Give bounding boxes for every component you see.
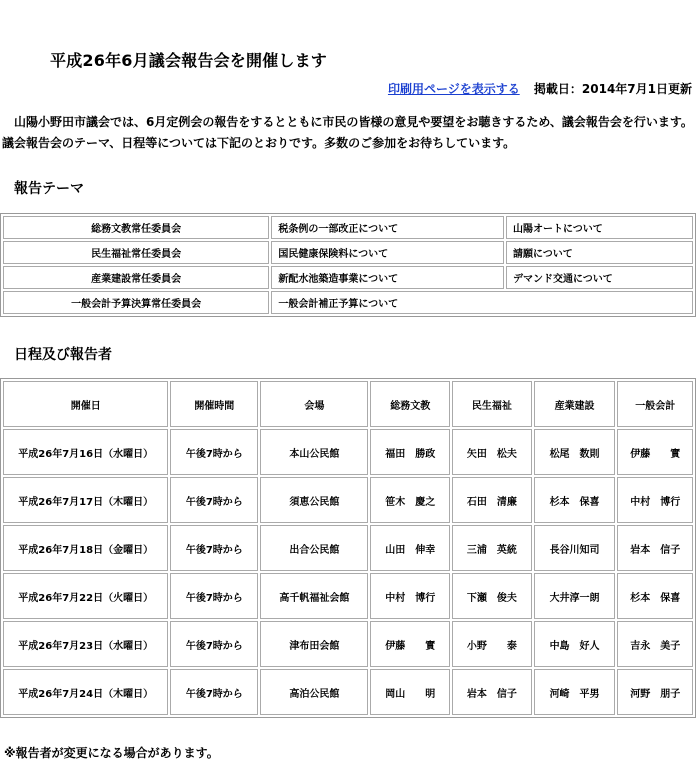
schedule-cell: 岡山 明 [370, 669, 450, 715]
schedule-cell: 中村 博行 [370, 573, 450, 619]
schedule-cell: 岩本 信子 [617, 525, 693, 571]
posted-date: 掲載日：2014年7月1日更新 [533, 82, 692, 96]
schedule-row [3, 477, 693, 523]
schedule-cell: 午後7時から [170, 621, 258, 667]
schedule-header-cell: 一般会計 [617, 381, 693, 427]
theme-topic-cell: 一般会計補正予算について [271, 291, 693, 314]
schedule-cell: 石田 清廉 [452, 477, 532, 523]
theme-topic-cell: 請願について [506, 241, 693, 264]
theme-committee-cell: 一般会計予算決算常任委員会 [3, 291, 269, 314]
schedule-cell: 笹木 慶之 [370, 477, 450, 523]
schedule-cell: 中島 好人 [534, 621, 616, 667]
theme-row [3, 216, 693, 239]
schedule-date-cell: 平成26年7月17日（木曜日） [3, 477, 168, 523]
schedule-cell: 下瀬 俊夫 [452, 573, 532, 619]
schedule-row [3, 669, 693, 715]
schedule-cell: 午後7時から [170, 573, 258, 619]
schedule-row [3, 429, 693, 475]
schedule-cell: 河野 朋子 [617, 669, 693, 715]
schedule-cell: 高泊公民館 [260, 669, 368, 715]
theme-row [3, 266, 693, 289]
schedule-cell: 吉永 美子 [617, 621, 693, 667]
theme-row [3, 291, 693, 314]
schedule-header-cell: 開催日 [3, 381, 168, 427]
schedule-cell: 午後7時から [170, 669, 258, 715]
theme-topic-cell: デマンド交通について [506, 266, 693, 289]
schedule-date-cell: 平成26年7月16日（水曜日） [3, 429, 168, 475]
theme-topic-cell: 山陽オートについて [506, 216, 693, 239]
theme-committee-cell: 総務文教常任委員会 [3, 216, 269, 239]
theme-table [0, 213, 696, 317]
print-page-link[interactable]: 印刷用ページを表示する [387, 82, 520, 96]
schedule-row [3, 621, 693, 667]
theme-topic-cell: 新配水池築造事業について [271, 266, 504, 289]
meta-line [388, 80, 692, 97]
schedule-cell: 小野 泰 [452, 621, 532, 667]
theme-row [3, 241, 693, 264]
schedule-cell: 出合公民館 [260, 525, 368, 571]
schedule-cell: 高千帆福祉会館 [260, 573, 368, 619]
schedule-cell: 本山公民館 [260, 429, 368, 475]
schedule-header-cell: 総務文教 [370, 381, 450, 427]
schedule-cell: 松尾 数則 [534, 429, 616, 475]
schedule-row [3, 573, 693, 619]
schedule-cell: 杉本 保喜 [534, 477, 616, 523]
schedule-cell: 午後7時から [170, 429, 258, 475]
theme-committee-cell: 産業建設常任委員会 [3, 266, 269, 289]
schedule-cell: 三浦 英統 [452, 525, 532, 571]
schedule-cell: 大井淳一朗 [534, 573, 616, 619]
schedule-cell: 午後7時から [170, 525, 258, 571]
intro-paragraph: 山陽小野田市議会では、6月定例会の報告をするとともに市民の皆様の意見や要望をお聴きするため、議会報告会を行います。議会報告会のテーマ、日程等については下記のとおりです。多数のご参加をお待ちしています。 [2, 115, 693, 150]
schedule-cell: 杉本 保喜 [617, 573, 693, 619]
schedule-date-cell: 平成26年7月23日（水曜日） [3, 621, 168, 667]
page-title: 平成26年6月議会報告会を開催します [50, 51, 327, 70]
schedule-cell: 中村 博行 [617, 477, 693, 523]
schedule-date-cell: 平成26年7月22日（火曜日） [3, 573, 168, 619]
schedule-cell: 山田 伸幸 [370, 525, 450, 571]
schedule-cell: 福田 勝政 [370, 429, 450, 475]
schedule-date-cell: 平成26年7月18日（金曜日） [3, 525, 168, 571]
schedule-cell: 伊藤 實 [617, 429, 693, 475]
schedule-cell: 津布田会館 [260, 621, 368, 667]
schedule-cell: 河崎 平男 [534, 669, 616, 715]
schedule-table [0, 378, 696, 718]
schedule-cell: 午後7時から [170, 477, 258, 523]
schedule-cell: 岩本 信子 [452, 669, 532, 715]
schedule-header-cell: 会場 [260, 381, 368, 427]
schedule-header-cell: 開催時間 [170, 381, 258, 427]
schedule-cell: 須恵公民館 [260, 477, 368, 523]
schedule-cell: 長谷川知司 [534, 525, 616, 571]
schedule-header-cell: 民生福祉 [452, 381, 532, 427]
schedule-header-cell: 産業建設 [534, 381, 616, 427]
schedule-heading: 日程及び報告者 [14, 347, 112, 363]
schedule-cell: 矢田 松夫 [452, 429, 532, 475]
schedule-row [3, 525, 693, 571]
change-note: ※報告者が変更になる場合があります。 [4, 746, 219, 760]
theme-topic-cell: 国民健康保険料について [271, 241, 504, 264]
theme-heading: 報告テーマ [14, 181, 84, 197]
schedule-cell: 伊藤 實 [370, 621, 450, 667]
theme-topic-cell: 税条例の一部改正について [271, 216, 504, 239]
schedule-header-row [3, 381, 693, 427]
theme-committee-cell: 民生福祉常任委員会 [3, 241, 269, 264]
schedule-date-cell: 平成26年7月24日（木曜日） [3, 669, 168, 715]
